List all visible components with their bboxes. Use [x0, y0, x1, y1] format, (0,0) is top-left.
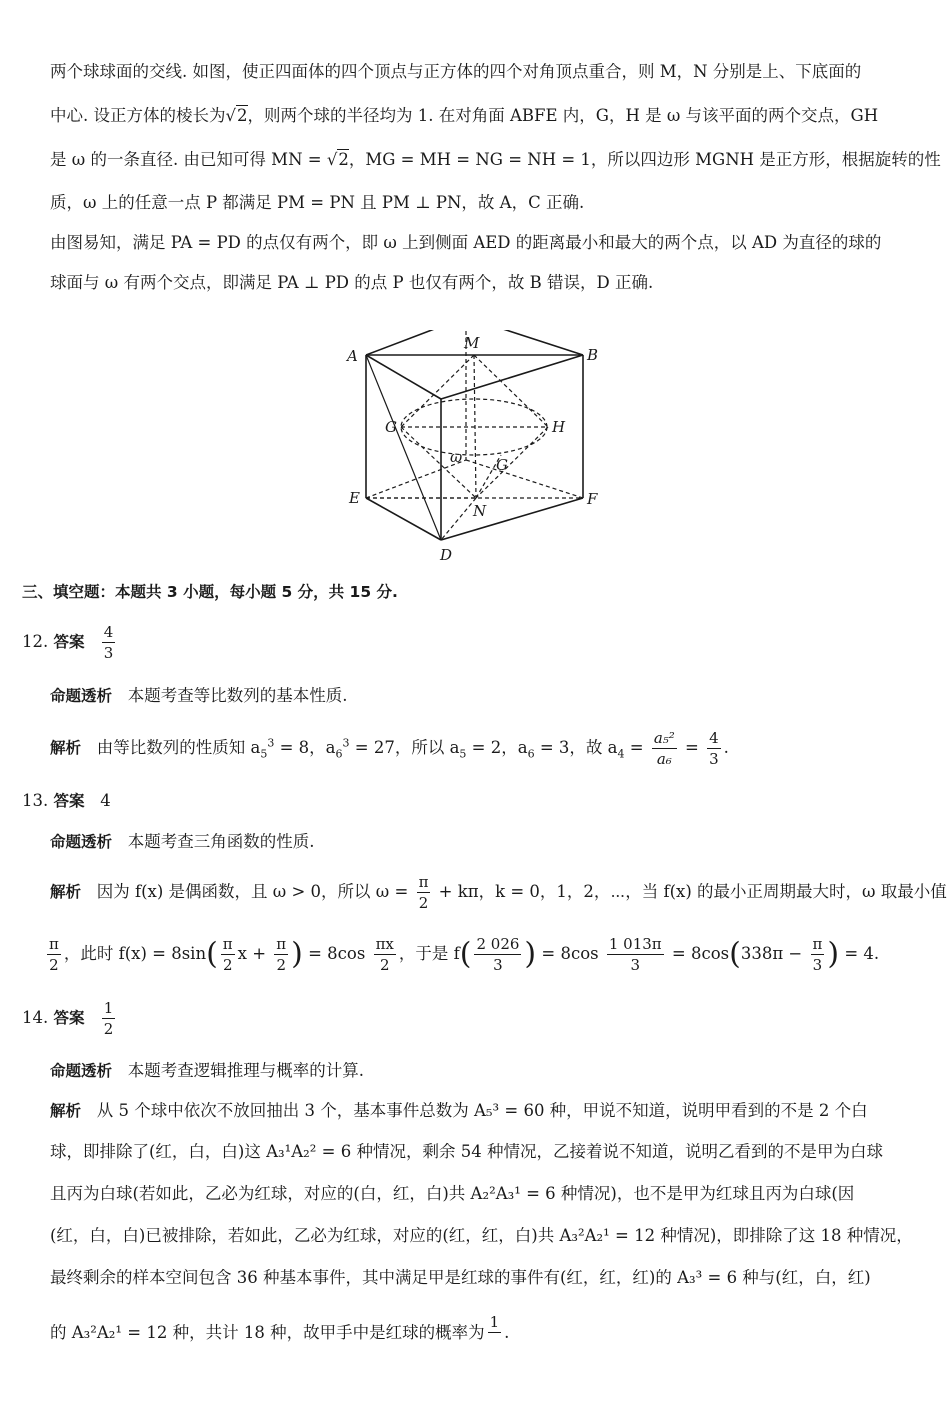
q14-solution-line5: 最终剩余的样本空间包含 36 种基本事件，其中满足甲是红球的事件有(红，红，红)的 A₃³ = 6 种与(红，白，红)	[50, 1268, 871, 1287]
label-G: G	[385, 418, 397, 436]
para2-line1: 由图易知，满足 PA = PD 的点仅有两个，即 ω 上到侧面 AED 的距离最小和最大的两个点，以 AD 为直径的球的	[50, 233, 882, 252]
q12-answer-fraction: $\frac{4}{3}$	[103, 623, 114, 662]
line-HN	[476, 427, 548, 498]
edge-top-back-right	[466, 330, 583, 355]
q14-solution-line6: 的 A₃²A₂¹ = 12 种，共计 18 种，故甲手中是红球的概率为 1 .	[50, 1313, 510, 1342]
label-E: E	[349, 489, 360, 507]
label-D: D	[440, 546, 453, 564]
label-F: F	[587, 490, 598, 508]
q13-answer: 13. 答案 4	[22, 791, 111, 810]
q14-solution-line3: 且丙为白球(若如此，乙必为红球，对应的(白，红，白)共 A₂²A₃¹ = 6 种情况)，也不是甲为红球且丙为白球(因	[50, 1184, 855, 1203]
q12-solution: 解析 由等比数列的性质知 $a_5^3 = 8$，$a_6^3 = 27$，所以 $a_5 = 2$，$a_6 = 3$，故 $a_4$ = $\frac{\text{a₅²}}{\text{a₆}}$ = $\frac{4}{3}$ .	[50, 729, 729, 768]
label-G2: G	[496, 456, 508, 474]
q14-solution-line1: 解析 从 5 个球中依次不放回抽出 3 个，基本事件总数为 A₅³ = 60 种，甲说不知道，说明甲看到的不是 2 个白	[50, 1101, 868, 1120]
q13-solution-line1: 解析 因为 f(x) 是偶函数，且 ω > 0，所以 ω = $\frac{\pi}{2}$ + kπ，k = 0，1，2，⋯，当 f(x) 的最小正周期最大时，ω 取最小值	[50, 873, 947, 912]
label-B: B	[587, 346, 599, 364]
para1-line4: 质，ω 上的任意一点 P 都满足 PM = PN 且 PM ⊥ PN，故 A，C 正确.	[50, 193, 585, 212]
q14-solution-line4: (红，白，白)已被排除，若如此，乙必为红球，对应的(红，红，白)共 A₃²A₂¹ = 12 种情况)，即排除了这 18 种情况，	[50, 1226, 913, 1245]
edge-back-F	[466, 460, 583, 498]
q12-analysis: 命题透析 本题考查等比数列的基本性质.	[50, 686, 348, 705]
label-M: M	[464, 334, 480, 352]
line-MH	[474, 355, 548, 427]
para1-line1: 两个球球面的交线. 如图，使正四面体的四个顶点与正方体的四个对角顶点重合，则 M，N 分别是上、下底面的	[50, 62, 862, 81]
q14-answer: 14. 答案 $\frac{1}{2}$	[22, 999, 114, 1038]
label-A: A	[347, 347, 358, 365]
edge-B-front	[441, 355, 583, 399]
q13-analysis: 命题透析 本题考查三角函数的性质.	[50, 832, 315, 851]
section-title: 三、填空题：本题共 3 小题，每小题 5 分，共 15 分.	[22, 583, 398, 601]
line-GN	[401, 427, 476, 498]
line-MG	[401, 355, 474, 427]
line-DA	[366, 355, 441, 540]
para1-line3: 是 ω 的一条直径. 由已知可得 MN = √2，MG = MH = NG = NH = 1，所以四边形 MGNH 是正方形，根据旋转的性	[50, 150, 941, 169]
label-omega: ω	[450, 448, 463, 466]
q14-solution-line2: 球，即排除了(红，白，白)这 A₃¹A₂² = 6 种情况，剩余 54 种情况，乙接着说不知道，说明乙看到的不是甲为白球	[50, 1142, 883, 1161]
cube-figure	[340, 330, 610, 570]
edge-ED	[366, 498, 441, 540]
edge-A-front	[366, 355, 441, 399]
edge-FD	[441, 498, 583, 540]
label-H: H	[552, 418, 566, 436]
label-N: N	[473, 502, 487, 520]
q12-answer: 12. 答案 $\frac{4}{3}$	[22, 623, 114, 662]
line-ND	[441, 498, 476, 540]
q13-solution-line2: $\frac{\pi}{2}$ ，此时 f(x) = 8sin( $\frac{\pi}{2}$ x + $\frac{\pi}{2}$ ) = 8cos $\frac{\pi x}{2}$ ，于是 f( $\frac{2 026}{3}$ ) = 8cos $\frac{1 013\pi}{3}$ = 8cos(338π − $\frac{\pi}{3}$ ) = 4.	[49, 935, 880, 974]
para1-line2: 中心. 设正方体的棱长为√2，则两个球的半径均为 1. 在对角面 ABFE 内，G，H 是 ω 与该平面的两个交点，GH	[50, 106, 879, 125]
q14-analysis: 命题透析 本题考查逻辑推理与概率的计算.	[50, 1061, 365, 1080]
para2-line2: 球面与 ω 有两个交点，即满足 PA ⊥ PD 的点 P 也仅有两个，故 B 错误，D 正确.	[50, 273, 654, 292]
edge-top-back-left	[366, 330, 466, 355]
